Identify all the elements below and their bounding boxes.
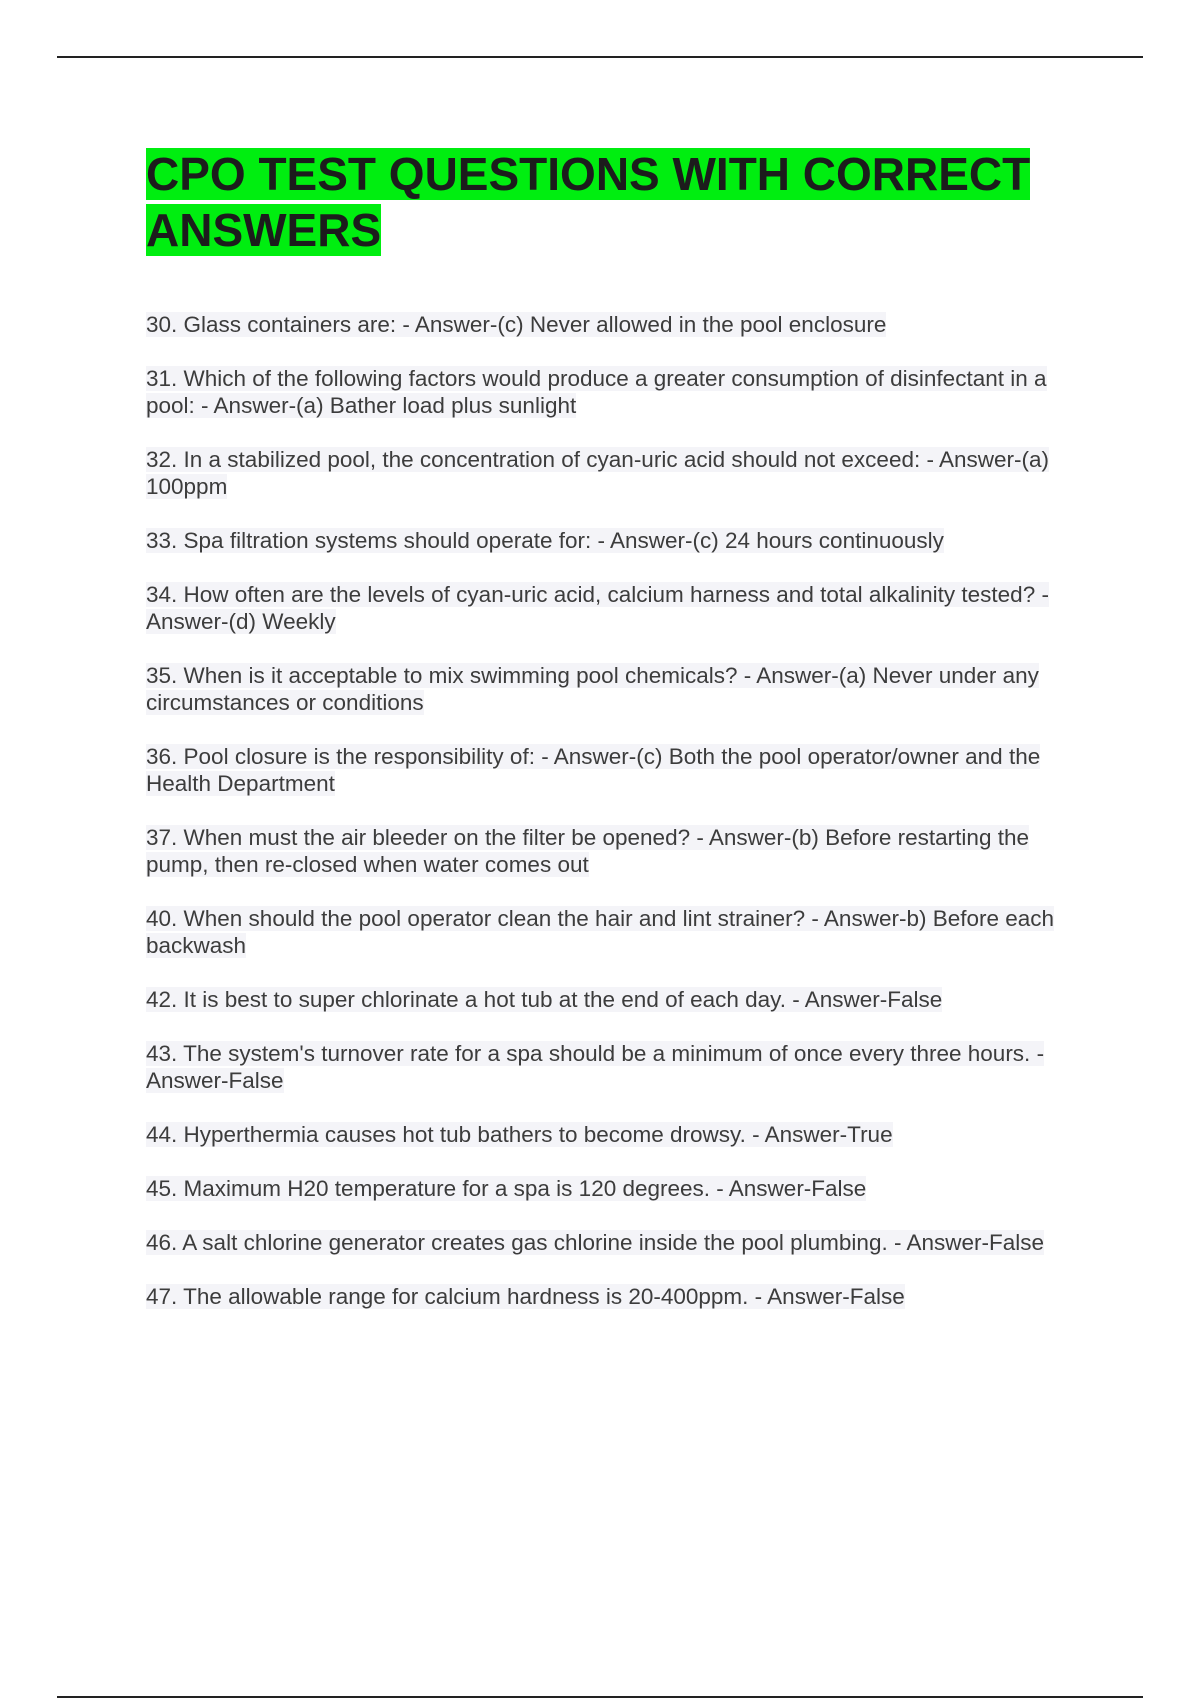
qa-list bbox=[146, 311, 1096, 1310]
footer-rule bbox=[57, 1696, 1143, 1698]
qa-item-30: 30. Glass containers are: - Answer-(c) Never allowed in the pool enclosure bbox=[146, 312, 887, 337]
qa-item-31: 31. Which of the following factors would produce a greater consumption of disinfectant in a pool: - Answer-(a) Bather load plus sunlight bbox=[146, 366, 1047, 418]
qa-item-42: 42. It is best to super chlorinate a hot tub at the end of each day. - Answer-False bbox=[146, 987, 943, 1012]
qa-item-40: 40. When should the pool operator clean the hair and lint strainer? - Answer-b) Before each backwash bbox=[146, 906, 1055, 958]
qa-item-44: 44. Hyperthermia causes hot tub bathers to become drowsy. - Answer-True bbox=[146, 1122, 893, 1147]
document-body bbox=[146, 146, 1096, 1337]
qa-item-35: 35. When is it acceptable to mix swimming pool chemicals? - Answer-(a) Never under any circumstances or conditions bbox=[146, 663, 1039, 715]
document-title bbox=[146, 146, 1096, 258]
qa-item-37: 37. When must the air bleeder on the filter be opened? - Answer-(b) Before restarting the pump, then re-closed when water comes out bbox=[146, 825, 1029, 877]
qa-item-46: 46. A salt chlorine generator creates gas chlorine inside the pool plumbing. - Answer-False bbox=[146, 1230, 1045, 1255]
qa-item-36: 36. Pool closure is the responsibility of: - Answer-(c) Both the pool operator/owner and the Health Department bbox=[146, 744, 1041, 796]
qa-item-34: 34. How often are the levels of cyan-uric acid, calcium harness and total alkalinity tested? - Answer-(d) Weekly bbox=[146, 582, 1049, 634]
qa-item-45: 45. Maximum H20 temperature for a spa is 120 degrees. - Answer-False bbox=[146, 1176, 867, 1201]
title-highlight: CPO TEST QUESTIONS WITH CORRECT ANSWERS bbox=[146, 148, 1031, 256]
qa-item-32: 32. In a stabilized pool, the concentration of cyan-uric acid should not exceed: - Answer-(a) 100ppm bbox=[146, 447, 1049, 499]
qa-item-43: 43. The system's turnover rate for a spa should be a minimum of once every three hours. - Answer-False bbox=[146, 1041, 1045, 1093]
qa-item-47: 47. The allowable range for calcium hardness is 20-400ppm. - Answer-False bbox=[146, 1284, 905, 1309]
qa-item-33: 33. Spa filtration systems should operate for: - Answer-(c) 24 hours continuously bbox=[146, 528, 944, 553]
header-rule bbox=[57, 56, 1143, 58]
